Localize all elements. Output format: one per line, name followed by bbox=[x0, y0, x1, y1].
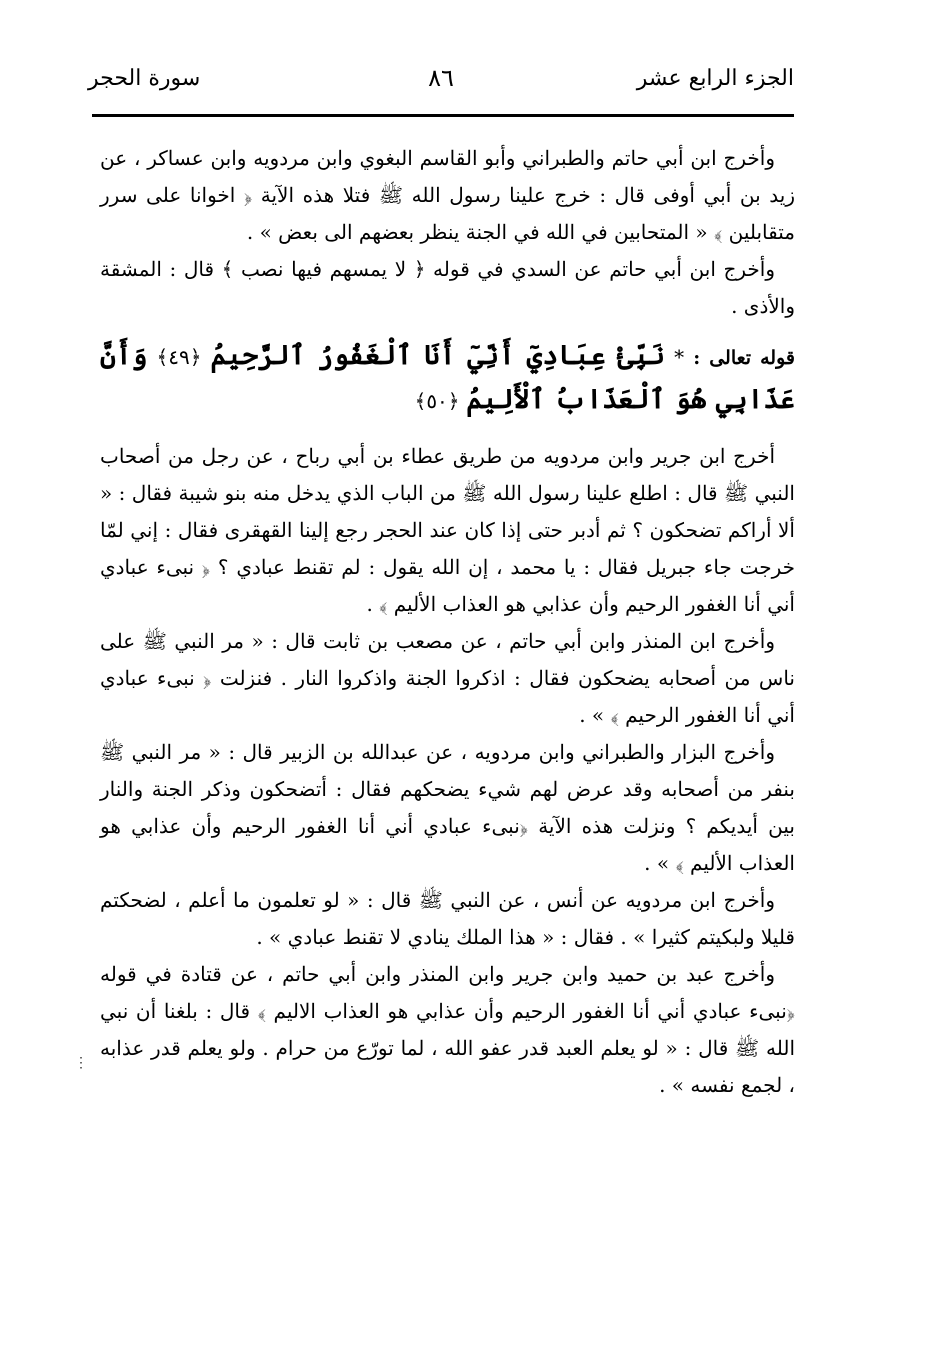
part-title: الجزء الرابع عشر bbox=[636, 66, 794, 91]
margin-mark: ⋮ bbox=[74, 1055, 88, 1071]
page-header bbox=[88, 60, 794, 100]
paragraph: وأخرج ابن مردويه عن أنس ، عن النبي ﷺ قال : « لو تعلمون ما أعلم ، لضحكتم قليلا ولبكيتم كثيرا » . فقال : « هذا الملك ينادي لا تقنط عبادي » . bbox=[100, 888, 795, 949]
page-number: ٨٦ bbox=[428, 64, 454, 92]
paragraph: وأخرج ابن أبي حاتم عن السدي في قوله ﴿ لا يمسهم فيها نصب ﴾ قال : المشقة والأذى . bbox=[100, 257, 795, 318]
verse-intro: قوله تعالى : bbox=[693, 347, 795, 369]
paragraph: وأخرج ابن المنذر وابن أبي حاتم ، عن مصعب بن ثابت قال : « مر النبي ﷺ على ناس من أصحابه يضحكون فقال : اذكروا الجنة واذكروا النار . فنزلت ﴿ نبىء عبادي أني أنا الغفور الرحيم ﴾ » . bbox=[100, 629, 795, 727]
paragraph: وأخرج ابن أبي حاتم والطبراني وأبو القاسم البغوي وابن مردويه وابن عساكر ، عن زيد بن أبي أوفى قال : خرج علينا رسول الله ﷺ فتلا هذه الآية ﴿ اخوانا على سرر متقابلين ﴾ « المتحابين في الله في الجنة ينظر بعضهم الى بعض » . bbox=[100, 146, 795, 244]
verse-text: وَأَنَّ عَذَابِي هُوَ ٱلْعَذَابُ ٱلْأَلِيمُ bbox=[100, 340, 795, 415]
verse-text: نَبِّئْ عِبَادِيٓ أَنِّيٓ أَنَا ٱلْغَفُورُ ٱلرَّحِيمُ bbox=[210, 340, 666, 371]
main-text bbox=[100, 140, 795, 1104]
ayah-number: ﴿٤٩﴾ bbox=[156, 345, 202, 369]
star-mark: * bbox=[674, 345, 685, 369]
header-divider bbox=[92, 114, 794, 117]
surah-title: سورة الحجر bbox=[88, 66, 201, 91]
ayah-number: ﴿٥٠﴾ bbox=[414, 389, 460, 413]
paragraph: أخرج ابن جرير وابن مردويه من طريق عطاء بن أبي رباح ، عن رجل من أصحاب النبي ﷺ قال : اطلع علينا رسول الله ﷺ من الباب الذي يدخل منه بنو شيبة فقال : « ألا أراكم تضحكون ؟ ثم أدبر حتى إذا كان عند الحجر رجع إلينا القهقرى فقال : إني لمّا خرجت جاء جبريل فقال : يا محمد ، إن الله يقول : لم تقنط عبادي ؟ ﴿ نبىء عبادي أني أنا الغفور الرحيم وأن عذابي هو العذاب الأليم ﴾ . bbox=[100, 444, 795, 616]
paragraph: وأخرج عبد بن حميد وابن جرير وابن المنذر وابن أبي حاتم ، عن قتادة في قوله ﴿نبىء عبادي أني أنا الغفور الرحيم وأن عذابي هو العذاب الاليم ﴾ قال : بلغنا أن نبي الله ﷺ قال : « لو يعلم العبد قدر عفو الله ، لما تورّع من حرام . ولو يعلم قدر عذابه ، لجمع نفسه » . bbox=[100, 962, 795, 1097]
paragraph: وأخرج البزار والطبراني وابن مردويه ، عن عبدالله بن الزبير قال : « مر النبي ﷺ بنفر من أصحابه وقد عرض لهم شيء يضحكهم فقال : أتضحكون وذكر الجنة والنار بين أيديكم ؟ ونزلت هذه الآية ﴿نبىء عبادي أني أنا الغفور الرحيم وأن عذابي هو العذاب الأليم ﴾ » . bbox=[100, 740, 795, 875]
verse-heading bbox=[100, 335, 795, 422]
